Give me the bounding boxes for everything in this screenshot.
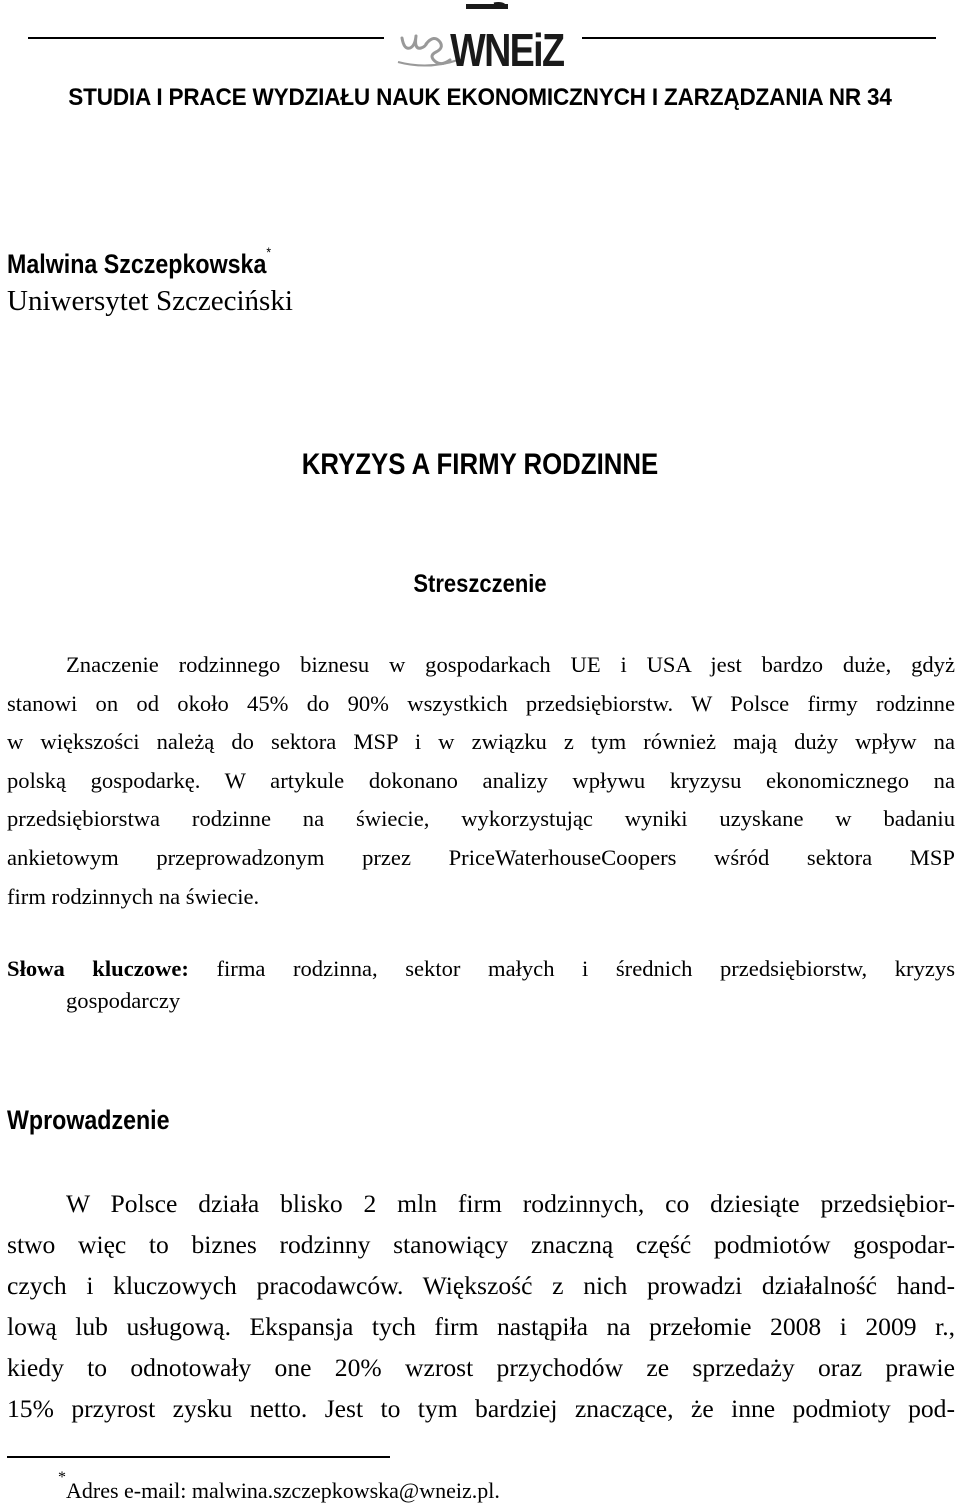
body-line: 15% przyrost zysku netto. Jest to tym bardziej znaczące, że inne podmioty pod-	[7, 1394, 955, 1423]
footnote-marker: *	[58, 1469, 66, 1486]
abstract-line: przedsiębiorstwa rodzinne na świecie, wykorzystując wyniki uzyskane w badaniu	[7, 806, 955, 832]
article-title: KRYZYS A FIRMY RODZINNE	[301, 448, 659, 481]
abstract-line: w większości należą do sektora MSP i w związku z tym również mają duży wpływ na	[7, 729, 955, 755]
body-line: lową lub usługową. Ekspansja tych firm nastąpiła na przełomie 2008 i 2009 r.,	[7, 1312, 955, 1341]
footnote-text: Adres e-mail: malwina.szczepkowska@wneiz.pl.	[66, 1478, 500, 1503]
body-line: czych i kluczowych pracodawców. Większość z nich prowadzi działalność hand-	[7, 1271, 955, 1300]
author-name-line	[7, 244, 272, 280]
body-line: kiedy to odnotowały one 20% wzrost przychodów ze sprzedaży oraz prawie	[7, 1353, 955, 1382]
author-footnote-marker: *	[266, 244, 272, 260]
abstract-text	[7, 646, 955, 916]
abstract-line: ankietowym przeprowadzonym przez PriceWaterhouseCoopers wśród sektora MSP	[7, 844, 955, 870]
abstract-line: firm rodzinnych na świecie.	[7, 883, 260, 909]
header-rule-left	[28, 37, 384, 39]
journal-title: STUDIA I PRACE WYDZIAŁU NAUK EKONOMICZNYCH I ZARZĄDZANIA NR 34	[68, 84, 892, 111]
wneiz-logo	[396, 0, 572, 80]
body-line: W Polsce działa blisko 2 mln firm rodzinnych, co dziesiąte przedsiębior-	[66, 1189, 955, 1218]
keywords-list-continued: gospodarczy	[66, 988, 181, 1013]
author-affiliation: Uniwersytet Szczeciński	[7, 285, 293, 317]
svg-text:WNEiZ: WNEiZ	[450, 24, 564, 76]
abstract-line: polską gospodarkę. W artykule dokonano analizy wpływu kryzysu ekonomicznego na	[7, 767, 955, 793]
abstract-heading: Streszczenie	[413, 570, 547, 598]
section-heading: Wprowadzenie	[7, 1105, 170, 1135]
author-name: Malwina Szczepkowska	[7, 249, 267, 279]
body-text	[7, 1183, 955, 1429]
body-line: stwo więc to biznes rodzinny stanowiący znaczną część podmiotów gospodar-	[7, 1230, 955, 1259]
keywords-line	[7, 953, 955, 985]
abstract-line: Znaczenie rodzinnego biznesu w gospodarkach UE i USA jest bardzo duże, gdyż	[66, 652, 955, 677]
keywords-list: firma rodzinna, sektor małych i średnich przedsiębiorstw, kryzys	[216, 956, 955, 981]
footnote-rule	[7, 1456, 390, 1458]
abstract-line: stanowi on od około 45% do 90% wszystkich przedsiębiorstw. W Polsce firmy rodzinne	[7, 690, 955, 716]
keywords-label: Słowa kluczowe:	[7, 956, 189, 981]
keywords	[7, 953, 955, 1017]
header-rule-right	[582, 37, 936, 39]
footnote	[58, 1469, 500, 1504]
